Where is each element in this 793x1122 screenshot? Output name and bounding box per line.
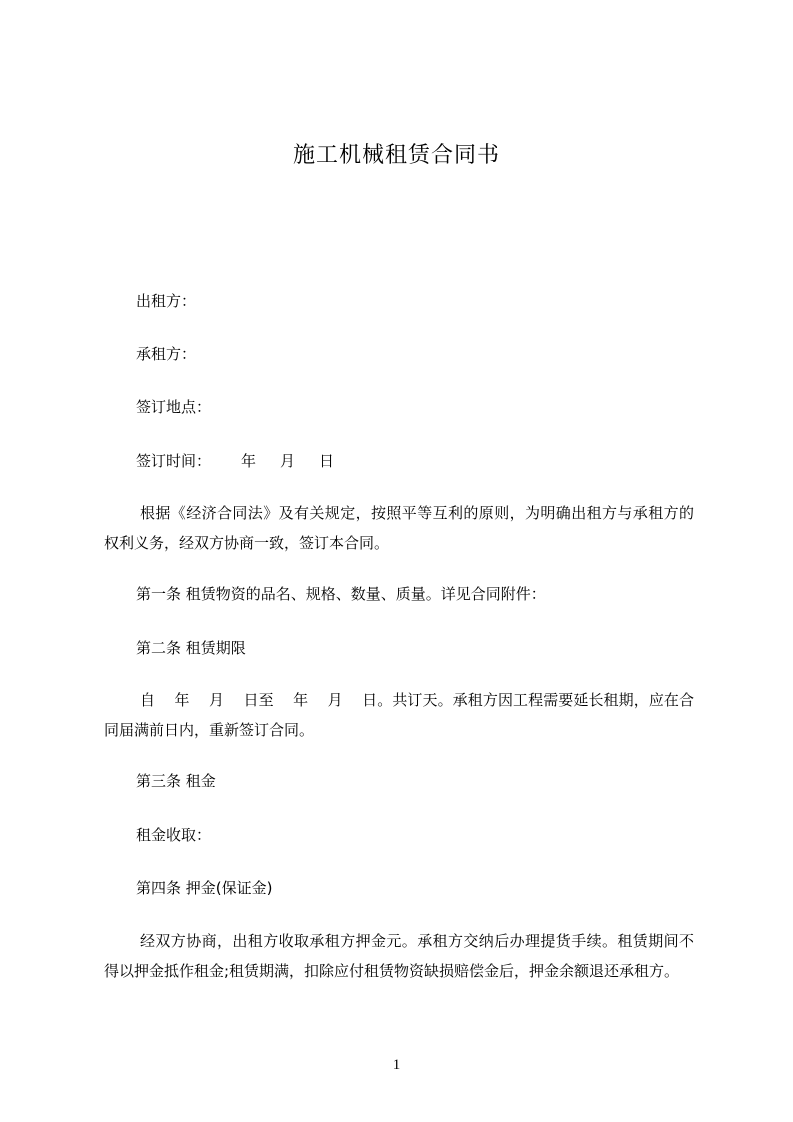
sign-time-month: 月 (280, 452, 296, 470)
sign-time-label: 签订时间： (136, 452, 212, 470)
intro-paragraph: 根据《经济合同法》及有关规定，按照平等互利的原则，为明确出租方与承租方的权利义务，经双方协商一致，签订本合同。 (104, 504, 694, 552)
article-4-paragraph: 经双方协商，出租方收取承租方押金元。承租方交纳后办理提货手续。租赁期间不得以押金抵作租金;租赁期满，扣除应付租赁物资缺损赔偿金后，押金余额退还承租方。 (104, 932, 694, 980)
document-title: 施工机械租赁合同书 (292, 143, 500, 168)
article-2-paragraph: 自 年 月 日至 年 月 日。共订天。承租方因工程需要延长租期，应在合同届满前日内，重新签订合同。 (104, 691, 694, 739)
rent-collection-label: 租金收取： (136, 826, 212, 844)
sign-time-day: 日 (319, 452, 335, 470)
sign-time-line (136, 451, 334, 471)
sign-time-year: 年 (241, 452, 257, 470)
lessor-label: 出租方： (136, 292, 197, 310)
article-1: 第一条 租赁物资的品名、规格、数量、质量。详见合同附件： (136, 585, 546, 603)
article-4-heading: 第四条 押金(保证金) (136, 879, 273, 897)
article-3-heading: 第三条 租金 (136, 772, 216, 790)
page-number: 1 (392, 1057, 401, 1073)
lessee-label: 承租方： (136, 345, 197, 363)
sign-place-label: 签订地点： (136, 398, 212, 416)
article-2-heading: 第二条 租赁期限 (136, 639, 246, 657)
